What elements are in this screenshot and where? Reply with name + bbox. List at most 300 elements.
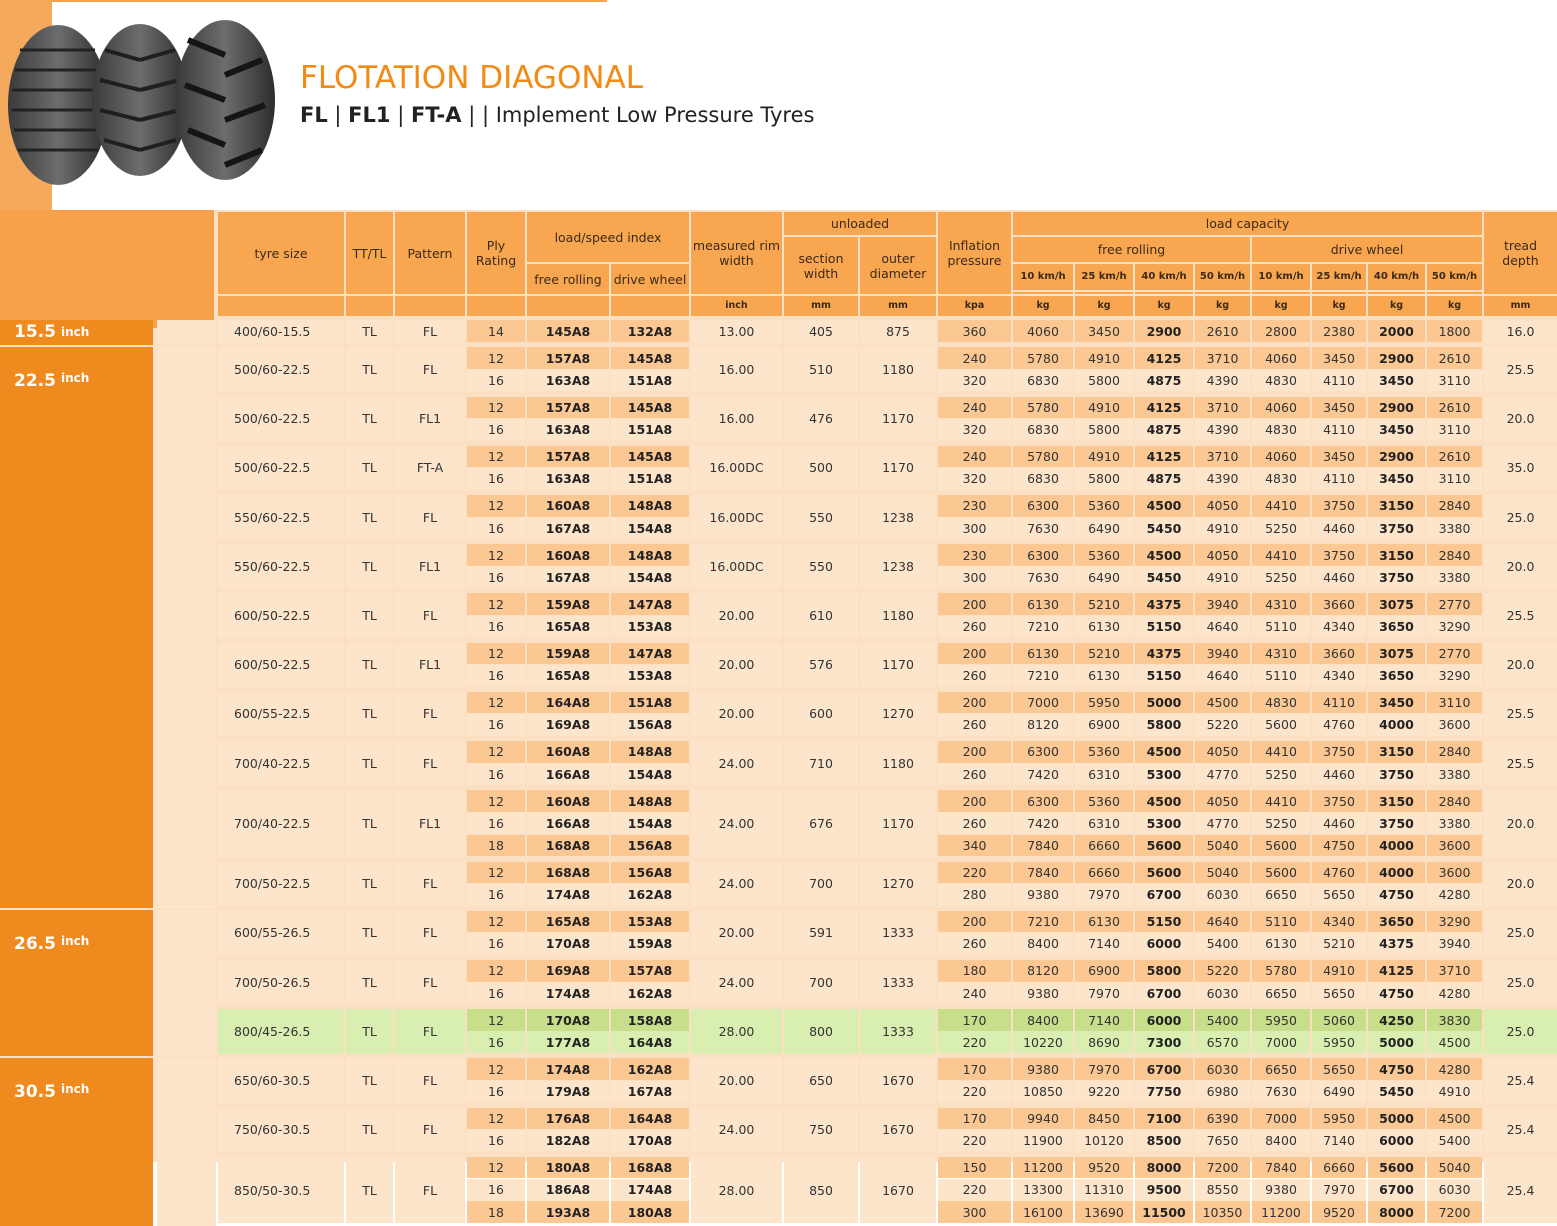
- tyre-size-cell: 550/60-22.5: [218, 495, 344, 539]
- rim-diameter: 15.5: [14, 322, 56, 343]
- pattern-cell: FL: [395, 1157, 465, 1224]
- pattern-cell: FL1: [395, 643, 465, 687]
- load-free-40-cell: 4500: [1135, 495, 1193, 517]
- section-width-cell: 476: [784, 397, 858, 441]
- load-free-50-cell: 3940: [1195, 643, 1250, 665]
- free-rolling-index-cell: 157A8: [527, 446, 609, 468]
- load-free-25-cell: 5800: [1075, 468, 1133, 490]
- load-drive-40-cell: 3750: [1368, 812, 1425, 834]
- load-drive-25-cell: 4110: [1312, 419, 1366, 441]
- load-drive-50-cell: 3290: [1427, 665, 1482, 687]
- load-free-50-cell: 4050: [1195, 495, 1250, 517]
- pressure-cell: 200: [938, 741, 1011, 763]
- load-drive-10-cell: 5600: [1252, 835, 1310, 857]
- load-drive-10-cell: 7000: [1252, 1108, 1310, 1130]
- header-ply-rating: Ply Rating: [467, 212, 525, 294]
- load-drive-50-cell: 6030: [1427, 1179, 1482, 1201]
- load-free-10-cell: 6830: [1013, 419, 1073, 441]
- free-rolling-index-cell: 165A8: [527, 665, 609, 687]
- load-free-40-cell: 6700: [1135, 982, 1193, 1004]
- pressure-cell: 340: [938, 835, 1011, 857]
- ply-rating-cell: 16: [467, 1031, 525, 1053]
- section-width-cell: 650: [784, 1058, 858, 1102]
- load-free-50-cell: 2610: [1195, 320, 1250, 342]
- load-free-40-cell: 8500: [1135, 1130, 1193, 1152]
- load-free-40-cell: 2900: [1135, 320, 1193, 342]
- rim-group-label: [0, 1058, 153, 1226]
- pressure-cell: 260: [938, 714, 1011, 736]
- load-free-40-cell: 5800: [1135, 714, 1193, 736]
- load-free-25-cell: 10120: [1075, 1130, 1133, 1152]
- pressure-cell: 220: [938, 1081, 1011, 1103]
- ply-rating-cell: 12: [467, 1108, 525, 1130]
- spacer-column: [157, 1058, 216, 1226]
- tt-tl-cell: TL: [346, 1108, 393, 1152]
- tread-depth-cell: 25.4: [1484, 1108, 1557, 1152]
- ply-rating-cell: 16: [467, 982, 525, 1004]
- load-drive-10-cell: 5780: [1252, 960, 1310, 982]
- load-free-40-cell: 5000: [1135, 692, 1193, 714]
- load-free-10-cell: 13300: [1013, 1179, 1073, 1201]
- unit-section: mm: [784, 296, 858, 316]
- load-free-10-cell: 9380: [1013, 1058, 1073, 1080]
- load-drive-50-cell: 7200: [1427, 1201, 1482, 1223]
- ply-rating-cell: 16: [467, 1081, 525, 1103]
- section-width-cell: 550: [784, 544, 858, 588]
- load-free-10-cell: 11900: [1013, 1130, 1073, 1152]
- pressure-cell: 360: [938, 320, 1011, 342]
- pattern-cell: FL: [395, 911, 465, 955]
- drive-wheel-index-cell: 162A8: [611, 982, 689, 1004]
- load-drive-25-cell: 3750: [1312, 495, 1366, 517]
- load-free-10-cell: 5780: [1013, 347, 1073, 369]
- pattern-cell: FL: [395, 495, 465, 539]
- free-rolling-index-cell: 186A8: [527, 1179, 609, 1201]
- unit-load: kg: [1195, 296, 1250, 316]
- pressure-cell: 230: [938, 495, 1011, 517]
- section-width-cell: 405: [784, 320, 858, 342]
- page-title: FLOTATION DIAGONAL: [300, 60, 644, 96]
- load-drive-10-cell: 4410: [1252, 544, 1310, 566]
- free-rolling-index-cell: 165A8: [527, 911, 609, 933]
- ply-rating-cell: 12: [467, 495, 525, 517]
- load-drive-40-cell: 2900: [1368, 446, 1425, 468]
- load-drive-50-cell: 3600: [1427, 835, 1482, 857]
- pattern-cell: FT-A: [395, 446, 465, 490]
- load-drive-40-cell: 4750: [1368, 884, 1425, 906]
- load-drive-10-cell: 6130: [1252, 933, 1310, 955]
- load-free-40-cell: 4875: [1135, 468, 1193, 490]
- load-free-10-cell: 6130: [1013, 643, 1073, 665]
- free-rolling-index-cell: 169A8: [527, 714, 609, 736]
- pattern-cell: FL1: [395, 397, 465, 441]
- load-drive-25-cell: 4460: [1312, 517, 1366, 539]
- load-free-50-cell: 4390: [1195, 468, 1250, 490]
- ply-rating-cell: 16: [467, 714, 525, 736]
- outer-diameter-cell: 1238: [860, 544, 936, 588]
- pattern-cell: FL: [395, 1009, 465, 1053]
- drive-wheel-index-cell: 157A8: [611, 960, 689, 982]
- header-speed-free: 40 km/h: [1135, 264, 1193, 290]
- spacer-column: [157, 347, 216, 908]
- load-free-50-cell: 6570: [1195, 1031, 1250, 1053]
- load-free-10-cell: 7420: [1013, 763, 1073, 785]
- load-free-25-cell: 5360: [1075, 544, 1133, 566]
- pattern-cell: FL: [395, 320, 465, 342]
- drive-wheel-index-cell: 168A8: [611, 1157, 689, 1179]
- load-free-10-cell: 8120: [1013, 714, 1073, 736]
- load-free-25-cell: 6130: [1075, 665, 1133, 687]
- rim-diameter: 26.5: [14, 934, 56, 955]
- load-drive-10-cell: 4410: [1252, 495, 1310, 517]
- ply-rating-cell: 16: [467, 763, 525, 785]
- tt-tl-cell: TL: [346, 446, 393, 490]
- rim-width-cell: 20.00: [691, 911, 782, 955]
- load-drive-40-cell: 6000: [1368, 1130, 1425, 1152]
- tread-depth-cell: 20.0: [1484, 544, 1557, 588]
- load-drive-10-cell: 4830: [1252, 468, 1310, 490]
- free-rolling-index-cell: 167A8: [527, 517, 609, 539]
- load-free-10-cell: 16100: [1013, 1201, 1073, 1223]
- ply-rating-cell: 16: [467, 468, 525, 490]
- drive-wheel-index-cell: 180A8: [611, 1201, 689, 1223]
- free-rolling-index-cell: 157A8: [527, 397, 609, 419]
- unit-blank: [218, 296, 344, 316]
- outer-diameter-cell: 1170: [860, 446, 936, 490]
- pattern-cell: FL: [395, 692, 465, 736]
- load-free-10-cell: 6830: [1013, 468, 1073, 490]
- load-drive-25-cell: 4110: [1312, 468, 1366, 490]
- header-load-capacity: load capacity: [1013, 212, 1482, 235]
- pressure-cell: 200: [938, 692, 1011, 714]
- load-drive-25-cell: 4760: [1312, 714, 1366, 736]
- ply-rating-cell: 12: [467, 446, 525, 468]
- free-rolling-index-cell: 159A8: [527, 643, 609, 665]
- pressure-cell: 320: [938, 370, 1011, 392]
- ply-rating-cell: 12: [467, 960, 525, 982]
- tyre-spec-table: [0, 210, 1557, 1220]
- load-drive-50-cell: 2840: [1427, 495, 1482, 517]
- free-rolling-index-cell: 160A8: [527, 741, 609, 763]
- load-drive-40-cell: 3750: [1368, 517, 1425, 539]
- load-free-25-cell: 9520: [1075, 1157, 1133, 1179]
- load-drive-10-cell: 7000: [1252, 1031, 1310, 1053]
- load-drive-50-cell: 4500: [1427, 1031, 1482, 1053]
- unit-rim: inch: [691, 296, 782, 316]
- load-drive-40-cell: 2900: [1368, 347, 1425, 369]
- outer-diameter-cell: 1670: [860, 1157, 936, 1224]
- load-free-50-cell: 5400: [1195, 1009, 1250, 1031]
- header-blank: [1427, 292, 1482, 294]
- pattern-code-fta: FT-A: [410, 103, 462, 127]
- load-drive-25-cell: 3450: [1312, 347, 1366, 369]
- outer-diameter-cell: 1180: [860, 347, 936, 391]
- tt-tl-cell: TL: [346, 544, 393, 588]
- load-drive-40-cell: 3150: [1368, 790, 1425, 812]
- load-drive-25-cell: 3750: [1312, 741, 1366, 763]
- rim-width-cell: 16.00DC: [691, 495, 782, 539]
- load-drive-50-cell: 3600: [1427, 714, 1482, 736]
- load-free-10-cell: 5780: [1013, 397, 1073, 419]
- load-drive-25-cell: 4340: [1312, 616, 1366, 638]
- load-free-25-cell: 5210: [1075, 593, 1133, 615]
- load-free-25-cell: 4910: [1075, 397, 1133, 419]
- pattern-cell: FL: [395, 347, 465, 391]
- section-width-cell: 510: [784, 347, 858, 391]
- load-free-50-cell: 6030: [1195, 982, 1250, 1004]
- load-drive-10-cell: 4060: [1252, 446, 1310, 468]
- load-drive-40-cell: 3450: [1368, 370, 1425, 392]
- load-drive-25-cell: 4750: [1312, 835, 1366, 857]
- ply-rating-cell: 16: [467, 665, 525, 687]
- load-free-40-cell: 5150: [1135, 616, 1193, 638]
- load-drive-10-cell: 6650: [1252, 1058, 1310, 1080]
- ply-rating-cell: 16: [467, 566, 525, 588]
- unit-load: kg: [1252, 296, 1310, 316]
- pressure-cell: 200: [938, 790, 1011, 812]
- load-drive-50-cell: 2770: [1427, 593, 1482, 615]
- load-free-50-cell: 4640: [1195, 665, 1250, 687]
- unit-load: kg: [1075, 296, 1133, 316]
- load-free-25-cell: 5950: [1075, 692, 1133, 714]
- load-drive-40-cell: 6700: [1368, 1179, 1425, 1201]
- load-drive-10-cell: 5250: [1252, 812, 1310, 834]
- free-rolling-index-cell: 164A8: [527, 692, 609, 714]
- pattern-cell: FL: [395, 960, 465, 1004]
- ply-rating-cell: 12: [467, 911, 525, 933]
- load-drive-10-cell: 5110: [1252, 665, 1310, 687]
- load-free-25-cell: 7140: [1075, 1009, 1133, 1031]
- load-drive-25-cell: 4110: [1312, 370, 1366, 392]
- tyre-size-cell: 700/50-22.5: [218, 862, 344, 906]
- load-drive-50-cell: 4280: [1427, 982, 1482, 1004]
- load-drive-25-cell: 3450: [1312, 446, 1366, 468]
- load-free-50-cell: 5400: [1195, 933, 1250, 955]
- load-drive-10-cell: 6650: [1252, 982, 1310, 1004]
- spacer-column: [157, 320, 216, 345]
- ply-rating-cell: 12: [467, 790, 525, 812]
- drive-wheel-index-cell: 153A8: [611, 616, 689, 638]
- load-drive-25-cell: 7970: [1312, 1179, 1366, 1201]
- free-rolling-index-cell: 160A8: [527, 790, 609, 812]
- rim-width-cell: 16.00DC: [691, 446, 782, 490]
- header-blank: [1368, 292, 1425, 294]
- load-drive-10-cell: 4310: [1252, 593, 1310, 615]
- free-rolling-index-cell: 174A8: [527, 982, 609, 1004]
- load-free-10-cell: 7210: [1013, 665, 1073, 687]
- tyre-size-cell: 600/55-22.5: [218, 692, 344, 736]
- tread-depth-cell: 20.0: [1484, 790, 1557, 857]
- rim-unit: inch: [60, 325, 90, 340]
- ply-rating-cell: 14: [467, 320, 525, 342]
- header-speed-free: 50 km/h: [1195, 264, 1250, 290]
- free-rolling-index-cell: 163A8: [527, 419, 609, 441]
- drive-wheel-index-cell: 147A8: [611, 643, 689, 665]
- load-free-25-cell: 7970: [1075, 884, 1133, 906]
- header-tread-depth: tread depth: [1484, 212, 1557, 294]
- pattern-cell: FL: [395, 1108, 465, 1152]
- ply-rating-cell: 12: [467, 1058, 525, 1080]
- rim-diameter: 30.5: [14, 1082, 56, 1102]
- load-drive-10-cell: 4060: [1252, 397, 1310, 419]
- header-blank: [1013, 292, 1073, 294]
- header-inflation-pressure: Inflation pressure: [938, 212, 1011, 294]
- pattern-cell: FL: [395, 1058, 465, 1102]
- load-free-50-cell: 4390: [1195, 419, 1250, 441]
- load-free-50-cell: 4770: [1195, 763, 1250, 785]
- section-width-cell: 600: [784, 692, 858, 736]
- load-free-25-cell: 5800: [1075, 419, 1133, 441]
- load-free-40-cell: 5450: [1135, 566, 1193, 588]
- free-rolling-index-cell: 193A8: [527, 1201, 609, 1223]
- load-free-10-cell: 6300: [1013, 790, 1073, 812]
- ply-rating-cell: 12: [467, 643, 525, 665]
- tyre-size-cell: 850/50-30.5: [218, 1157, 344, 1224]
- free-rolling-index-cell: 174A8: [527, 884, 609, 906]
- load-free-50-cell: 5040: [1195, 835, 1250, 857]
- ply-rating-cell: 12: [467, 593, 525, 615]
- pressure-cell: 280: [938, 884, 1011, 906]
- free-rolling-index-cell: 166A8: [527, 812, 609, 834]
- load-free-25-cell: 5360: [1075, 741, 1133, 763]
- tyre-size-cell: 700/40-22.5: [218, 790, 344, 857]
- free-rolling-index-cell: 169A8: [527, 960, 609, 982]
- tread-depth-cell: 20.0: [1484, 862, 1557, 906]
- load-free-40-cell: 7300: [1135, 1031, 1193, 1053]
- load-free-25-cell: 5800: [1075, 370, 1133, 392]
- load-free-50-cell: 4770: [1195, 812, 1250, 834]
- load-free-40-cell: 6700: [1135, 884, 1193, 906]
- load-free-50-cell: 4910: [1195, 566, 1250, 588]
- load-drive-40-cell: 3450: [1368, 419, 1425, 441]
- load-free-50-cell: 7200: [1195, 1157, 1250, 1179]
- load-drive-40-cell: 5000: [1368, 1108, 1425, 1130]
- tt-tl-cell: TL: [346, 593, 393, 637]
- load-free-40-cell: 9500: [1135, 1179, 1193, 1201]
- tyre-size-cell: 500/60-22.5: [218, 347, 344, 391]
- outer-diameter-cell: 1670: [860, 1058, 936, 1102]
- header-tt-tl: TT/TL: [346, 212, 393, 294]
- pressure-cell: 300: [938, 1201, 1011, 1223]
- pressure-cell: 220: [938, 1031, 1011, 1053]
- load-free-50-cell: 6980: [1195, 1081, 1250, 1103]
- load-free-25-cell: 6900: [1075, 714, 1133, 736]
- load-free-50-cell: 6030: [1195, 884, 1250, 906]
- unit-blank: [346, 296, 393, 316]
- load-free-40-cell: 8000: [1135, 1157, 1193, 1179]
- load-drive-10-cell: 2800: [1252, 320, 1310, 342]
- section-width-cell: 850: [784, 1157, 858, 1224]
- rim-unit: inch: [60, 1082, 90, 1096]
- rim-width-cell: 16.00DC: [691, 544, 782, 588]
- pressure-cell: 320: [938, 468, 1011, 490]
- tyre-size-cell: 800/45-26.5: [218, 1009, 344, 1053]
- rim-group-label: [0, 320, 153, 345]
- load-drive-50-cell: 5400: [1427, 1130, 1482, 1152]
- load-free-40-cell: 7750: [1135, 1081, 1193, 1103]
- drive-wheel-index-cell: 164A8: [611, 1108, 689, 1130]
- ply-rating-cell: 16: [467, 517, 525, 539]
- load-free-25-cell: 8450: [1075, 1108, 1133, 1130]
- rim-width-cell: 20.00: [691, 643, 782, 687]
- load-free-40-cell: 5600: [1135, 835, 1193, 857]
- free-rolling-index-cell: 166A8: [527, 763, 609, 785]
- outer-diameter-cell: 875: [860, 320, 936, 342]
- ply-rating-cell: 12: [467, 544, 525, 566]
- drive-wheel-index-cell: 162A8: [611, 884, 689, 906]
- load-drive-25-cell: 2380: [1312, 320, 1366, 342]
- load-drive-50-cell: 3110: [1427, 468, 1482, 490]
- load-free-50-cell: 4640: [1195, 616, 1250, 638]
- tt-tl-cell: TL: [346, 741, 393, 785]
- load-free-10-cell: 7630: [1013, 517, 1073, 539]
- header-blank: [1195, 292, 1250, 294]
- load-free-40-cell: 6000: [1135, 1009, 1193, 1031]
- rim-diameter: 22.5: [14, 371, 56, 391]
- load-free-25-cell: 11310: [1075, 1179, 1133, 1201]
- load-drive-25-cell: 5650: [1312, 884, 1366, 906]
- free-rolling-index-cell: 170A8: [527, 933, 609, 955]
- load-drive-10-cell: 6650: [1252, 884, 1310, 906]
- tread-depth-cell: 25.4: [1484, 1058, 1557, 1102]
- pattern-cell: FL1: [395, 544, 465, 588]
- header-unloaded: unloaded: [784, 212, 936, 235]
- header-pattern: Pattern: [395, 212, 465, 294]
- tread-depth-cell: 25.5: [1484, 593, 1557, 637]
- load-free-40-cell: 4375: [1135, 593, 1193, 615]
- ply-rating-cell: 12: [467, 862, 525, 884]
- load-free-25-cell: 7970: [1075, 1058, 1133, 1080]
- tt-tl-cell: TL: [346, 1009, 393, 1053]
- load-drive-40-cell: 5600: [1368, 1157, 1425, 1179]
- ply-rating-cell: 12: [467, 1157, 525, 1179]
- section-width-cell: 591: [784, 911, 858, 955]
- load-free-10-cell: 8400: [1013, 1009, 1073, 1031]
- load-drive-50-cell: 3290: [1427, 616, 1482, 638]
- tyre-size-cell: 750/60-30.5: [218, 1108, 344, 1152]
- section-width-cell: 610: [784, 593, 858, 637]
- free-rolling-index-cell: 170A8: [527, 1009, 609, 1031]
- load-drive-25-cell: 5950: [1312, 1031, 1366, 1053]
- load-drive-50-cell: 2770: [1427, 643, 1482, 665]
- load-free-40-cell: 4125: [1135, 397, 1193, 419]
- rim-width-cell: 20.00: [691, 1058, 782, 1102]
- load-free-25-cell: 6310: [1075, 812, 1133, 834]
- pressure-cell: 150: [938, 1157, 1011, 1179]
- header-load-drive-wheel: drive wheel: [1252, 237, 1482, 262]
- load-free-40-cell: 5300: [1135, 763, 1193, 785]
- load-free-40-cell: 4375: [1135, 643, 1193, 665]
- load-drive-10-cell: 5250: [1252, 517, 1310, 539]
- load-drive-50-cell: 3380: [1427, 812, 1482, 834]
- load-drive-50-cell: 3600: [1427, 862, 1482, 884]
- header-leading-block: [0, 210, 214, 328]
- rim-width-cell: 20.00: [691, 692, 782, 736]
- tyre-size-cell: 500/60-22.5: [218, 397, 344, 441]
- load-free-50-cell: 3710: [1195, 397, 1250, 419]
- load-free-50-cell: 8550: [1195, 1179, 1250, 1201]
- unit-blank: [611, 296, 689, 316]
- tt-tl-cell: TL: [346, 692, 393, 736]
- load-free-40-cell: 6000: [1135, 933, 1193, 955]
- load-free-40-cell: 6700: [1135, 1058, 1193, 1080]
- load-free-40-cell: 4875: [1135, 370, 1193, 392]
- load-free-40-cell: 4500: [1135, 544, 1193, 566]
- tread-depth-cell: 25.5: [1484, 741, 1557, 785]
- pattern-code-fl: FL: [300, 103, 328, 127]
- load-drive-25-cell: 3660: [1312, 643, 1366, 665]
- tt-tl-cell: TL: [346, 790, 393, 857]
